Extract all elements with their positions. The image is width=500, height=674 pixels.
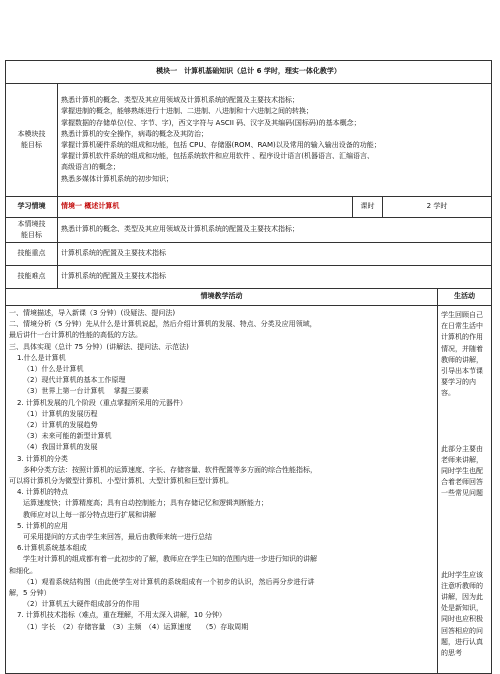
objective-item: 熟悉多媒体计算机系统的初步知识； <box>61 174 173 183</box>
activity-line: 6.计算机系统基本组成 <box>17 544 87 553</box>
activity-line: （1）什么是计算机 <box>23 365 84 374</box>
activity-content <box>6 306 438 674</box>
activity-line: 学生对计算机的组成都有着一此初步的了解，教师应在学生已知的范围内进一步进行知识的讲解 <box>23 555 317 564</box>
student-note <box>441 310 488 400</box>
activity-line: 5. 计算机的应用 <box>17 521 68 530</box>
note-line: 学生回顾自己 <box>441 311 483 319</box>
lesson-plan-table <box>5 60 492 674</box>
module-title: 模块一 计算机基础知识（总计 6 学时，理实一体化教学） <box>6 61 492 84</box>
note-line: 计算机的作用 <box>441 333 483 342</box>
activity-line: 7. 计算机技术指标（难点，重在理解，不用太深入讲解，10 分钟） <box>17 611 227 620</box>
activity-line: 三、具体实现（总计 75 分钟）(讲解法、提问法、示范法) <box>9 342 189 351</box>
activity-line: 运算速度快；计算精度高；具有自动控制能力；具有存储记忆和逻辑判断能力； <box>23 499 268 508</box>
situation-label: 学习情境 <box>6 197 58 218</box>
situation-goal-value: 熟悉计算机的概念、类型及其应用领域及计算机系统的配置及主要技术指标； <box>58 218 492 243</box>
objectives-list <box>58 84 492 197</box>
hours-value: 2 学时 <box>383 197 492 218</box>
activity-line: 多种分类方法：按照计算机的运算速度、字长、存储容量、软件配置等多方面的综合性能指标， <box>23 465 317 474</box>
note-line: 注意听教师的 <box>441 581 483 590</box>
note-line: 此时学生应该 <box>441 570 483 579</box>
note-line: 回答相应的问 <box>441 626 483 635</box>
activity-line: （4）我国计算机的发展 <box>23 443 98 452</box>
note-line: 同时也应积极 <box>441 615 483 624</box>
key-point-value: 计算机系统的配置及主要技术指标 <box>58 243 492 266</box>
difficulty-label: 技能难点 <box>6 266 58 289</box>
objective-item: 熟悉计算机的概念、类型及其应用领域及计算机系统的配置及主要技术指标； <box>61 96 299 105</box>
activity-line: （2）现代计算机的基本工作原理 <box>23 376 126 385</box>
activity-line: 4. 计算机的特点 <box>17 488 68 497</box>
note-line: 同时学生也配 <box>441 467 483 476</box>
activity-line: 二、情境分析（5 分钟）先从什么是计算机说起，然后介绍计算机的发展、特点、分类及应用领域， <box>9 320 317 329</box>
activity-line: （1）字长 （2）存储容量 （3）主频 （4）运算速度 （5）存取周期 <box>23 622 249 631</box>
student-note <box>441 444 488 500</box>
activity-line: 一、情境描述，导入新课（3 分钟）(设疑法、提问法) <box>9 309 176 317</box>
activity-line: 最后讲什一台计算机的性能的高低的方法。 <box>9 331 142 340</box>
note-line: 讲解，因为此 <box>441 593 483 602</box>
student-activity-header: 生活动 <box>438 289 492 306</box>
note-line: 合着老师回答 <box>441 478 483 487</box>
note-line: 教师的讲解， <box>441 355 483 364</box>
activity-line: （3）世界上第一台计算机 掌握三要素 <box>23 387 149 396</box>
activity-line: 教师应对以上每一部分特点进行扩展和讲解 <box>23 510 156 519</box>
activity-line: （3）未来可能的新型计算机 <box>23 432 112 441</box>
activity-line: 可以将计算机分为微型计算机、小型计算机、大型计算机和巨型计算机。 <box>9 477 233 486</box>
activity-line: （2）计算机五大硬件组成部分的作用 <box>23 600 140 609</box>
activity-line: 可采用提问的方式由学生来回答，最后由教师来统一进行总结 <box>23 533 212 542</box>
key-point-label: 技能重点 <box>6 243 58 266</box>
objective-label: 本模块技 能目标 <box>6 84 58 197</box>
activity-line: （1）计算机的发展历程 <box>23 409 98 418</box>
objective-item: 熟悉计算机的安全操作，病毒的概念及其防治； <box>61 129 208 138</box>
activity-line: 解，5 分钟） <box>9 589 51 598</box>
note-line: 处是新知识， <box>441 604 483 613</box>
activity-line: 1.什么是计算机 <box>17 353 66 362</box>
activity-line: 和细化。 <box>9 566 37 575</box>
objective-item: 掌握数据的存储单位(位、字节、字)，西文字符与 ASCII 码、汉字及其编码(国标码)的基本概念； <box>61 118 361 127</box>
situation-goal-label: 本情境技 能目标 <box>6 218 58 243</box>
hours-label: 课时 <box>353 197 383 218</box>
activity-line: （2）计算机的发展趋势 <box>23 421 98 430</box>
student-activity-content <box>438 306 492 674</box>
note-line: 在日常生活中 <box>441 322 483 331</box>
situation-value: 情境一 概述计算机 <box>58 197 353 218</box>
objective-item: 掌握计算机硬件系统的组成和功能，包括 CPU、存储器(ROM、RAM)以及常用的输入输出设备的功能； <box>61 141 381 149</box>
note-line: 情况，并随着 <box>441 344 483 353</box>
note-line: 此部分主要由 <box>441 444 483 453</box>
objective-item: 高级语言)的概念； <box>61 163 120 172</box>
objective-item: 掌握计算机软件系统的组成和功能，包括系统软件和应用软件 、程序设计语言(机器语言、汇编语言、 <box>61 152 374 161</box>
note-line: 引导出本节课 <box>441 367 483 376</box>
activity-line: 2. 计算机发展的几个阶段（重点掌握所采用的元器件） <box>17 398 187 407</box>
activity-line: 3. 计算机的分类 <box>17 454 68 463</box>
notes-list <box>441 310 488 659</box>
activity-list <box>9 308 434 633</box>
student-note <box>441 570 488 660</box>
note-line: 老师来讲解， <box>441 455 483 464</box>
note-line: 的思考 <box>441 649 462 658</box>
note-line: 题，进行认真 <box>441 637 483 646</box>
note-line: 一些常见问题 <box>441 489 483 498</box>
activity-header: 情境教学活动 <box>6 289 438 306</box>
objective-item: 掌握进制的概念，能够熟练进行十进制、二进制、八进制和十六进制之间的转换； <box>61 107 313 116</box>
activity-line: （1）观看系统结构图（由此使学生对计算机的系统组成有一个初步的认识，然后再分步进行讲 <box>23 577 315 586</box>
difficulty-value: 计算机系统的配置及主要技术指标 <box>58 266 492 289</box>
note-line: 要学习的内容。 <box>441 378 476 398</box>
